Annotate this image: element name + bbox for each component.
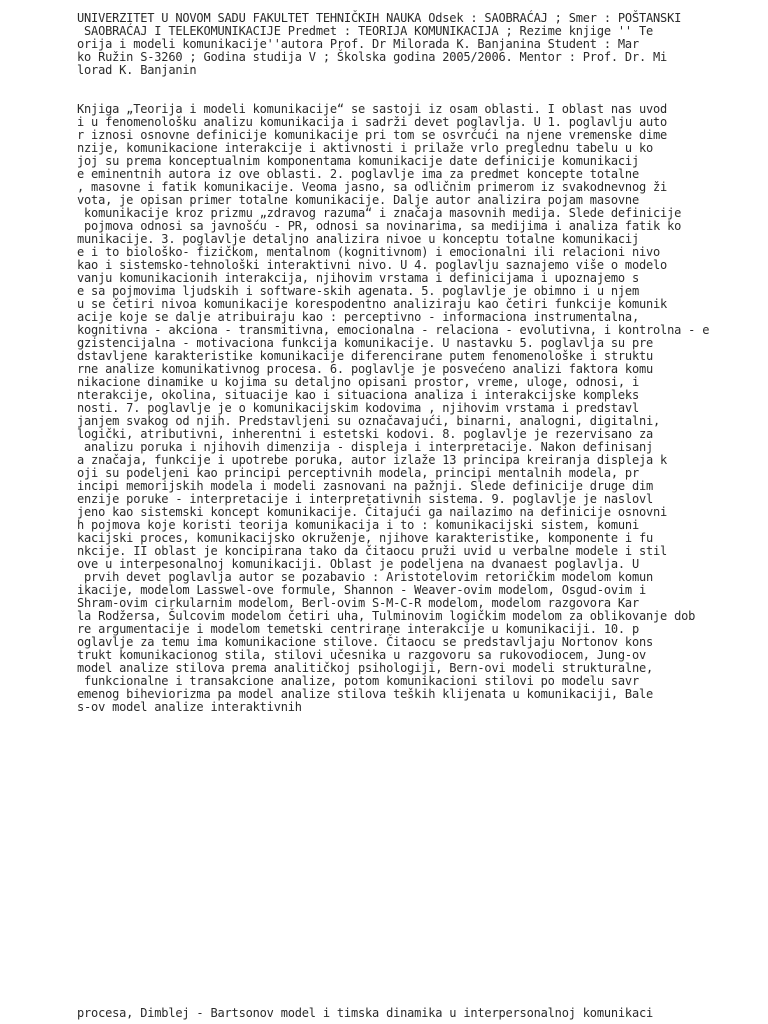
body-line: kognitivna - akciona - transmitivna, emocionalna - relaciona - evolutivna, i kontrolna - e [77, 323, 710, 337]
body-line: funkcionalne i transakcione analize, potom komunikacioni stilovi po modelu savr [77, 674, 639, 688]
body-line: pojmova odnosi sa javnošću - PR, odnosi sa novinarima, sa medijima i analiza fatik ko [77, 219, 682, 233]
header-line: UNIVERZITET U NOVOM SADU FAKULTET TEHNIČKIH NAUKA Odsek : SAOBRAĆAJ ; Smer : POŠTANSKI [77, 11, 682, 25]
body-line: , masovne i fatik komunikacije. Veoma jasno, sa odličnim primerom iz svakodnevnog ži [77, 180, 668, 194]
body-line: kao i sistemsko-tehnološki interaktivni nivo. U 4. poglavlju saznajemo više o modelo [77, 258, 668, 272]
body-line: gzistencijalna - motivaciona funkcija komunikacije. U nastavku 5. poglavlja su pre [77, 336, 654, 350]
body-line: logički, atributivni, inherentni i estetski kodovi. 8. poglavlje je rezervisano za [77, 427, 654, 441]
body-line: la Rodžersa, Šulcovim modelom četiri uha, Tulminovim logičkim modelom za oblikovanje dob [77, 609, 696, 623]
body-line: nosti. 7. poglavlje je o komunikacijskim kodovima , njihovim vrstama i predstavl [77, 401, 639, 415]
header-line: SAOBRAĆAJ I TELEKOMUNIKACIJE Predmet : TEORIJA KOMUNIKACIJA ; Rezime knjige '' Te [77, 24, 654, 38]
body-line: joj su prema konceptualnim komponentama komunikacije date definicije komunikacij [77, 154, 639, 168]
body-line: trukt komunikacionog stila, stilovi učesnika u razgovoru sa rukovodiocem, Jung-ov [77, 648, 646, 662]
body-line: munikacije. 3. poglavlje detaljno analizira nivoe u konceptu totalne komunikacij [77, 232, 639, 246]
body-line: h pojmova koje koristi teorija komunikacija i to : komunikacijski sistem, komuni [77, 518, 639, 532]
body-line: s-ov model analize interaktivnih [77, 700, 302, 714]
body-line: Knjiga „Teorija i modeli komunikacije“ se sastoji iz osam oblasti. I oblast nas uvod [77, 102, 668, 116]
body-line: i u fenomenološku analizu komunikacija i sadrži devet poglavlja. U 1. poglavlju auto [77, 115, 668, 129]
header-line: ko Ružin S-3260 ; Godina studija V ; Školska godina 2005/2006. Mentor : Prof. Dr. Mi [77, 50, 668, 64]
body-line: e sa pojmovima ljudskih i software-skih agenata. 5. poglavlje je obimno i u njem [77, 284, 639, 298]
body-line: nzije, komunikacione interakcije i aktivnosti i prilaže vrlo preglednu tabelu u ko [77, 141, 654, 155]
footer-line: procesa, Dimblej - Bartsonov model i timska dinamika u interpersonalnoj komunikaci [77, 1006, 654, 1020]
body-line: r iznosi osnovne definicije komunikacije pri tom se osvrćući na njene vremenske dime [77, 128, 668, 142]
body-line: nkcije. II oblast je koncipirana tako da čitaocu pruži uvid u verbalne modele i stil [77, 544, 668, 558]
body-line: kacijski proces, komunikacijsko okruženje, njihove karakteristike, komponente i fu [77, 531, 654, 545]
body-line: vota, je opisan primer totalne komunikacije. Dalje autor analizira pojam masovne [77, 193, 639, 207]
body-line: nikacione dinamike u kojima su detaljno opisani prostor, vreme, uloge, odnosi, i [77, 375, 639, 389]
body-line: ikacije, modelom Lasswel-ove formule, Shannon - Weaver-ovim modelom, Osgud-ovim i [77, 583, 646, 597]
body-line: re argumentacije i modelom temetski centrirane interakcije u komunikaciji. 10. p [77, 622, 639, 636]
body-line: incipi memorijskih modela i modeli zasnovani na pažnji. Slede definicije druge dim [77, 479, 654, 493]
body-line: nterakcije, okolina, situacije kao i situaciona analiza i interakcijske kompleks [77, 388, 639, 402]
body-line: oji su podeljeni kao principi perceptivnih modela, principi mentalnih modela, pr [77, 466, 639, 480]
body-line: rne analize komunikativnog procesa. 6. poglavlje je posvećeno analizi faktora komu [77, 362, 654, 376]
body-line: analizu poruka i njihovih dimenzija - displeja i interpretacije. Nakon definisanj [77, 440, 654, 454]
body-line: jeno kao sistemski koncept komunikacije. Čitajući ga nailazimo na definicije osnovni [77, 505, 668, 519]
body-line: enzije poruke - interpretacije i interpretativnih sistema. 9. poglavlje je naslovl [77, 492, 654, 506]
body-line: dstavljene karakteristike komunikacije diferencirane putem fenomenološke i struktu [77, 349, 654, 363]
header-line: orija i modeli komunikacije''autora Prof. Dr Milorada K. Banjanina Student : Mar [77, 37, 639, 51]
header-line: lorad K. Banjanin [77, 63, 197, 77]
body-line: janjem svakog od njih. Predstavljeni su označavajući, binarni, analogni, digitalni, [77, 414, 661, 428]
body-line: emenog biheviorizma pa model analize stilova teških klijenata u komunikaciji, Bale [77, 687, 654, 701]
body-line: vanju komunikacionih interakcija, njihovim vrstama i definicijama i upoznajemo s [77, 271, 639, 285]
body-line: oglavlje za temu ima komunikacione stilove. Čitaocu se predstavljaju Nortonov kons [77, 635, 654, 649]
body-line: a značaja, funkcije i upotrebe poruka, autor izlaže 13 principa kreiranja displeja k [77, 453, 668, 467]
body-line: ove u interpesonalnoj komunikaciji. Oblast je podeljena na dvanaest poglavlja. U [77, 557, 639, 571]
body-line: Shram-ovim cirkularnim modelom, Berl-ovim S-M-C-R modelom, modelom razgovora Kar [77, 596, 639, 610]
body-line: acije koje se dalje atribuiraju kao : perceptivno - informaciona instrumentalna, [77, 310, 639, 324]
body-line: prvih devet poglavlja autor se pozabavio : Aristotelovim retoričkim modelom komun [77, 570, 654, 584]
body-line: komunikacije kroz prizmu „zdravog razuma“ i značaja masovnih medija. Slede definicije [77, 206, 682, 220]
body-line: u se četiri nivoa komunikacije korespodentno analiziraju kao četiri funkcije komunik [77, 297, 668, 311]
body-line: e eminentnih autora iz ove oblasti. 2. poglavlje ima za predmet koncepte totalne [77, 167, 639, 181]
body-line: model analize stilova prema analitičkoj psihologiji, Bern-ovi modeli strukturalne, [77, 661, 654, 675]
body-line: e i to biološko- fizičkom, mentalnom (kognitivnom) i emocionalni ili relacioni nivo [77, 245, 661, 259]
